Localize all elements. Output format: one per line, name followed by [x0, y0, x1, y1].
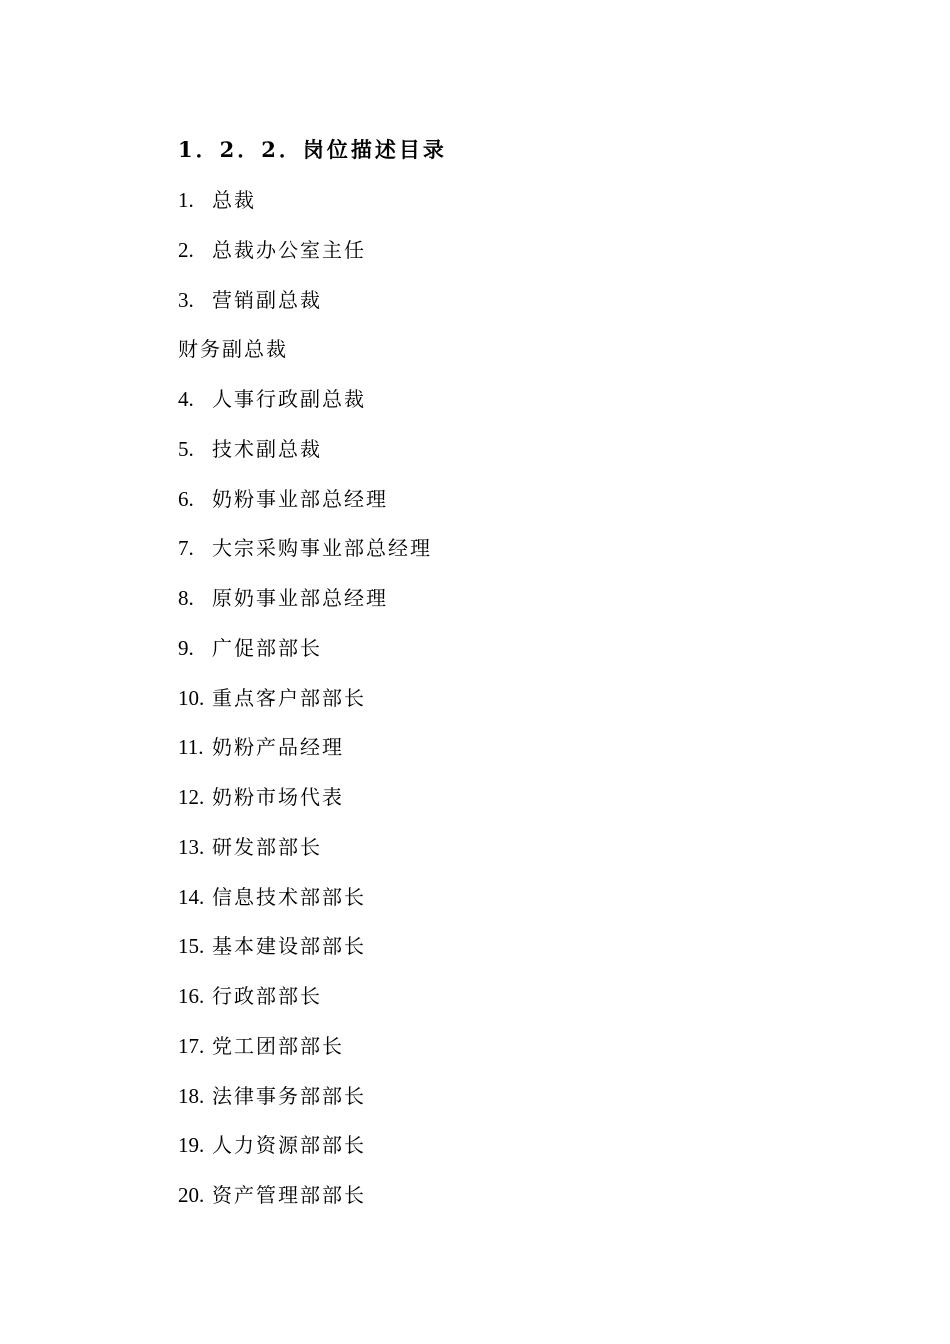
list-item-label: 奶粉事业部总经理	[212, 486, 388, 511]
list-item-number: 17.	[178, 1033, 205, 1058]
list-item	[178, 833, 432, 883]
list-item-label: 广促部部长	[212, 635, 322, 660]
list-item-number: 18.	[178, 1083, 205, 1108]
list-item	[178, 783, 432, 833]
list-item	[178, 335, 432, 385]
list-item-label: 营销副总裁	[212, 287, 322, 312]
list-item-number: 16.	[178, 984, 205, 1008]
list-item	[178, 584, 432, 634]
list-item	[178, 286, 432, 336]
section-heading: 1．2．2．岗位描述目录	[178, 137, 447, 162]
list-item-label: 技术副总裁	[212, 436, 322, 461]
list-item-label: 财务副总裁	[178, 337, 288, 362]
list-item	[178, 485, 432, 535]
list-item	[178, 634, 432, 684]
list-item-label: 总裁	[212, 188, 256, 212]
list-item	[178, 1131, 432, 1181]
list-item-number: 20.	[178, 1183, 205, 1207]
list-item-label: 党工团部部长	[212, 1033, 344, 1058]
list-item-number: 15.	[178, 934, 205, 959]
list-item-number: 4.	[178, 387, 194, 411]
list-item	[178, 1082, 432, 1132]
list-item-number: 7.	[178, 536, 194, 561]
list-item-number: 6.	[178, 486, 194, 511]
list-item	[178, 236, 432, 286]
list-item-number: 3.	[178, 287, 194, 312]
list-item-label: 基本建设部部长	[212, 934, 366, 959]
list-item-label: 资产管理部部长	[212, 1183, 366, 1207]
list-item	[178, 1181, 432, 1231]
list-item-number: 2.	[178, 237, 194, 262]
list-item	[178, 534, 432, 584]
list-item-label: 人事行政副总裁	[212, 387, 366, 411]
list-item-label: 大宗采购事业部总经理	[212, 536, 432, 561]
list-item-label: 重点客户部部长	[212, 685, 366, 710]
list-item-label: 奶粉产品经理	[212, 735, 344, 760]
list-item	[178, 435, 432, 485]
list-item	[178, 186, 432, 236]
list-item	[178, 982, 432, 1032]
list-item	[178, 684, 432, 734]
list-item	[178, 932, 432, 982]
list-item-label: 奶粉市场代表	[212, 785, 344, 809]
list-item-number: 11.	[178, 735, 204, 760]
list-item-label: 总裁办公室主任	[212, 237, 366, 262]
position-description-list	[178, 186, 432, 1231]
list-item-label: 行政部部长	[212, 984, 322, 1008]
list-item-number: 5.	[178, 436, 194, 461]
list-item-number: 1.	[178, 188, 194, 212]
list-item-number: 12.	[178, 785, 205, 809]
list-item	[178, 1032, 432, 1082]
list-item-label: 研发部部长	[212, 834, 322, 859]
list-item	[178, 883, 432, 933]
list-item-number: 8.	[178, 586, 194, 610]
list-item-label: 法律事务部部长	[212, 1083, 366, 1108]
list-item-label: 信息技术部部长	[212, 884, 366, 909]
list-item-number: 14.	[178, 884, 205, 909]
list-item-label: 人力资源部部长	[212, 1133, 366, 1158]
list-item-number: 19.	[178, 1133, 205, 1158]
list-item-number: 10.	[178, 685, 205, 710]
list-item	[178, 385, 432, 435]
list-item-number: 9.	[178, 635, 194, 660]
list-item-number: 13.	[178, 834, 205, 859]
list-item-label: 原奶事业部总经理	[212, 586, 388, 610]
list-item	[178, 733, 432, 783]
